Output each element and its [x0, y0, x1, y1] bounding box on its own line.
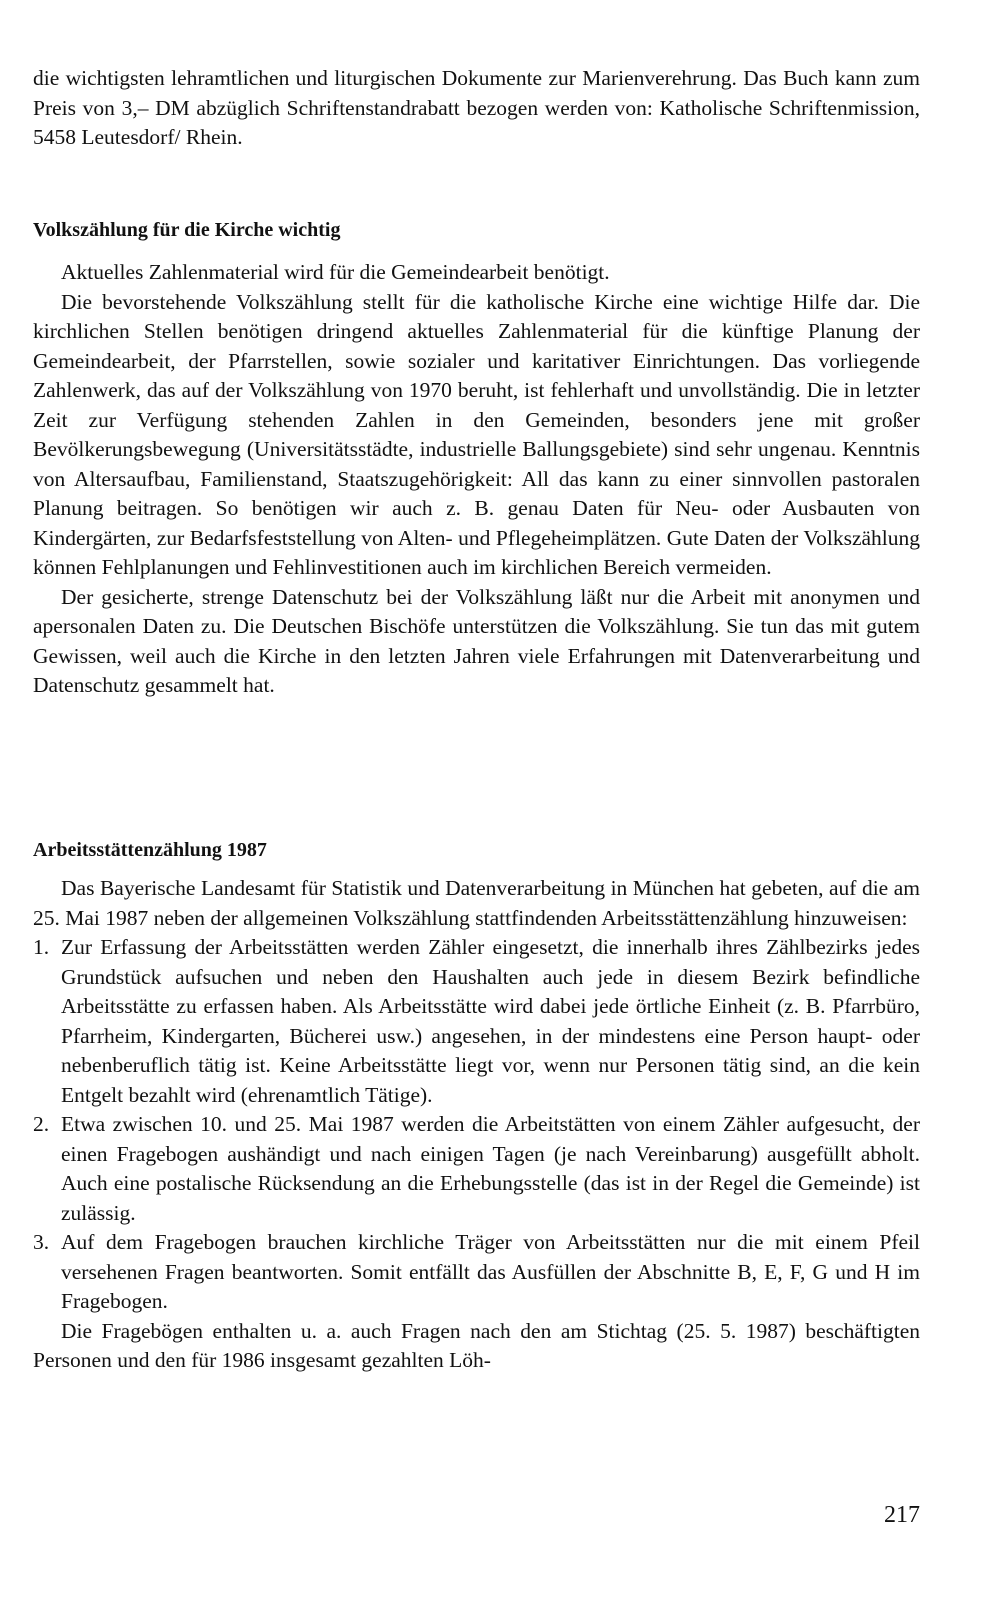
page-number: 217 [884, 1502, 920, 1528]
list-item-text: Zur Erfassung der Arbeitsstätten werden Zähler eingesetzt, die innerhalb ihres Zählbezirks jedes Grundstück aufsuchen und neben den Haushalten auch jede in diesem Bezirk befindliche Arbeitsstätte zu erfassen haben. Als Arbeitsstätte wird dabei jede örtliche Einheit (z. B. Pfarrbüro, Pfarrheim, Kindergarten, Bücherei usw.) angesehen, in der mindestens eine Person haupt- oder nebenberuflich tätig ist. Keine Arbeitsstätte liegt vor, wenn nur Personen tätig sind, an die kein Entgelt bezahlt wird (ehrenamtlich Tätige). [61, 935, 920, 1107]
intro-paragraph: die wichtigsten lehramtlichen und liturgischen Dokumente zur Marienverehrung. Das Buch kann zum Preis von 3,– DM abzüglich Schriftenstandrabatt bezogen werden von: Katholische Schriftenmission, 5458 Leutesdorf/ Rhein. [33, 66, 920, 149]
section2-body [33, 874, 920, 1376]
list-item [33, 1110, 920, 1228]
section2-intro: Das Bayerische Landesamt für Statistik und Datenverarbeitung in München hat gebeten, auf die am 25. Mai 1987 neben der allgemeinen Volkszählung stattfindenden Arbeitsstättenzählung hinzuweisen: [33, 876, 920, 930]
list-item-number: 3. [33, 1230, 50, 1254]
list-item-text: Etwa zwischen 10. und 25. Mai 1987 werden die Arbeitstätten von einem Zähler aufgesucht, der einen Fragebogen aushändigt und nach einigen Tagen (je nach Vereinbarung) ausgefüllt abholt. Auch eine postalische Rücksendung an die Erhebungsstelle (das ist in der Regel die Gemeinde) ist zulässig. [61, 1112, 920, 1225]
list-item-number: 1. [33, 935, 50, 959]
section-heading-arbeitsstaettenzaehlung: Arbeitsstättenzählung 1987 [33, 839, 267, 861]
section-heading-volkszaehlung: Volkszählung für die Kirche wichtig [33, 219, 341, 241]
section1-paragraph: Aktuelles Zahlenmaterial wird für die Gemeindearbeit benötigt. [61, 260, 610, 284]
numbered-list [33, 933, 920, 1317]
list-item-text: Auf dem Fragebogen brauchen kirchliche Träger von Arbeitsstätten nur die mit einem Pfeil versehenen Fragen beantworten. Somit entfällt das Ausfüllen der Abschnitte B, E, F, G und H im Fragebogen. [61, 1230, 920, 1313]
list-item [33, 933, 920, 1110]
list-item-number: 2. [33, 1112, 50, 1136]
section1-body [33, 258, 920, 701]
section1-paragraph: Die bevorstehende Volkszählung stellt für die katholische Kirche eine wichtige Hilfe dar. Die kirchlichen Stellen benötigen dringend aktuelles Zahlenmaterial für die künftige Planung der Gemeindearbeit, der Pfarrstellen, sowie sozialer und karitativer Einrichtungen. Das vorliegende Zahlenwerk, das auf der Volkszählung von 1970 beruht, ist fehlerhaft und unvollständig. Die in letzter Zeit zur Verfügung stehenden Zahlen in den Gemeinden, besonders jene mit großer Bevölkerungsbewegung (Universitätsstädte, industrielle Ballungsgebiete) sind sehr ungenau. Kenntnis von Altersaufbau, Familienstand, Staatszugehörigkeit: All das kann zu einer sinnvollen pastoralen Planung beitragen. So benötigen wir auch z. B. genau Daten für Neu- oder Ausbauten von Kindergärten, zur Bedarfsfeststellung von Alten- und Pflegeheimplätzen. Gute Daten der Volkszählung können Fehlplanungen und Fehlinvestitionen auch im kirchlichen Bereich vermeiden. [33, 289, 920, 579]
intro-block [33, 64, 920, 153]
section1-paragraph: Der gesicherte, strenge Datenschutz bei der Volkszählung läßt nur die Arbeit mit anonymen und apersonalen Daten zu. Die Deutschen Bischöfe unterstützen die Volkszählung. Sie tun das mit gutem Gewissen, weil auch die Kirche in den letzten Jahren viele Erfahrungen mit Datenverarbeitung und Datenschutz gesammelt hat. [33, 584, 920, 697]
section2-closing-paragraph: Die Fragebögen enthalten u. a. auch Fragen nach den am Stichtag (25. 5. 1987) beschäftigten Personen und den für 1986 insgesamt gezahlten Löh- [33, 1318, 920, 1372]
list-item [33, 1228, 920, 1317]
